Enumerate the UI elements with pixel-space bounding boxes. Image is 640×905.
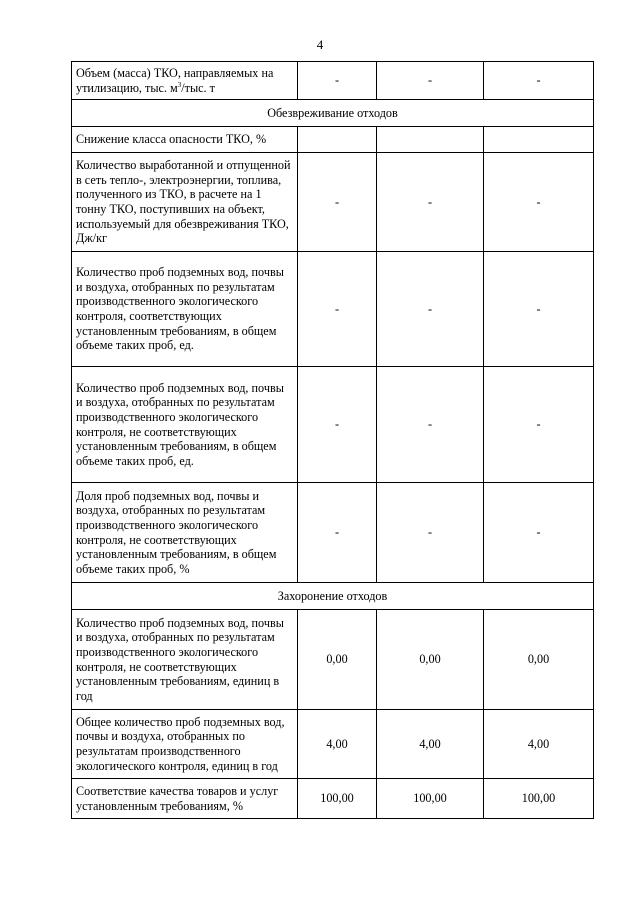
row-value: - [298,483,377,583]
table-row [72,483,594,583]
row-value: - [377,252,484,367]
row-value: 4,00 [377,710,484,779]
row-label: Доля проб подземных вод, почвы и воздуха, отобранных по результатам производственного экологического контроля, не соответствующих установленным требованиям, в общем объеме таких проб, % [72,483,298,583]
row-label: Количество проб подземных вод, почвы и воздуха, отобранных по результатам производственного экологического контроля, не соответствующих установленным требованиям, в общем объеме таких проб, ед. [72,367,298,483]
row-value: - [298,367,377,483]
row-value: 0,00 [484,610,594,710]
section-title: Захоронение отходов [72,583,594,610]
row-value: - [484,252,594,367]
table-row [72,367,594,483]
indicators-table [71,61,594,819]
row-label: Количество выработанной и отпущенной в сеть тепло-, электроэнергии, топлива, полученного из ТКО, в расчете на 1 тонну ТКО, поступивших на объект, используемый для обезвреживания ТКО, Дж/кг [72,153,298,252]
row-value: - [484,62,594,100]
table-row [72,127,594,153]
row-value: 4,00 [298,710,377,779]
row-value: 100,00 [298,779,377,819]
table-row [72,252,594,367]
row-value: - [484,483,594,583]
table-row [72,779,594,819]
row-value: - [377,483,484,583]
row-value: - [377,153,484,252]
row-label: Количество проб подземных вод, почвы и воздуха, отобранных по результатам производственного экологического контроля, соответствующих установленным требованиям, в общем объеме таких проб, ед. [72,252,298,367]
section-title: Обезвреживание отходов [72,100,594,127]
row-value: 100,00 [484,779,594,819]
row-value: - [298,153,377,252]
table-row [72,153,594,252]
row-value [484,127,594,153]
row-value: - [484,153,594,252]
table-row [72,62,594,100]
section-header-row [72,583,594,610]
row-value: - [484,367,594,483]
row-label: Общее количество проб подземных вод, почвы и воздуха, отобранных по результатам производственного экологического контроля, единиц в год [72,710,298,779]
row-value: 100,00 [377,779,484,819]
row-value: - [298,252,377,367]
section-header-row [72,100,594,127]
row-value [377,127,484,153]
row-value: 0,00 [298,610,377,710]
table-row [72,710,594,779]
row-value: - [377,62,484,100]
row-label: Соответствие качества товаров и услуг установленным требованиям, % [72,779,298,819]
row-label: Количество проб подземных вод, почвы и воздуха, отобранных по результатам производственного экологического контроля, не соответствующих установленным требованиям, единиц в год [72,610,298,710]
row-value: - [377,367,484,483]
row-value: - [298,62,377,100]
row-value: 0,00 [377,610,484,710]
row-label: Снижение класса опасности ТКО, % [72,127,298,153]
row-value: 4,00 [484,710,594,779]
row-value [298,127,377,153]
row-label: Объем (масса) ТКО, направляемых на утилизацию, тыс. $м^3$/тыс. т [72,62,298,100]
table-row [72,610,594,710]
page-number: 4 [316,37,324,52]
